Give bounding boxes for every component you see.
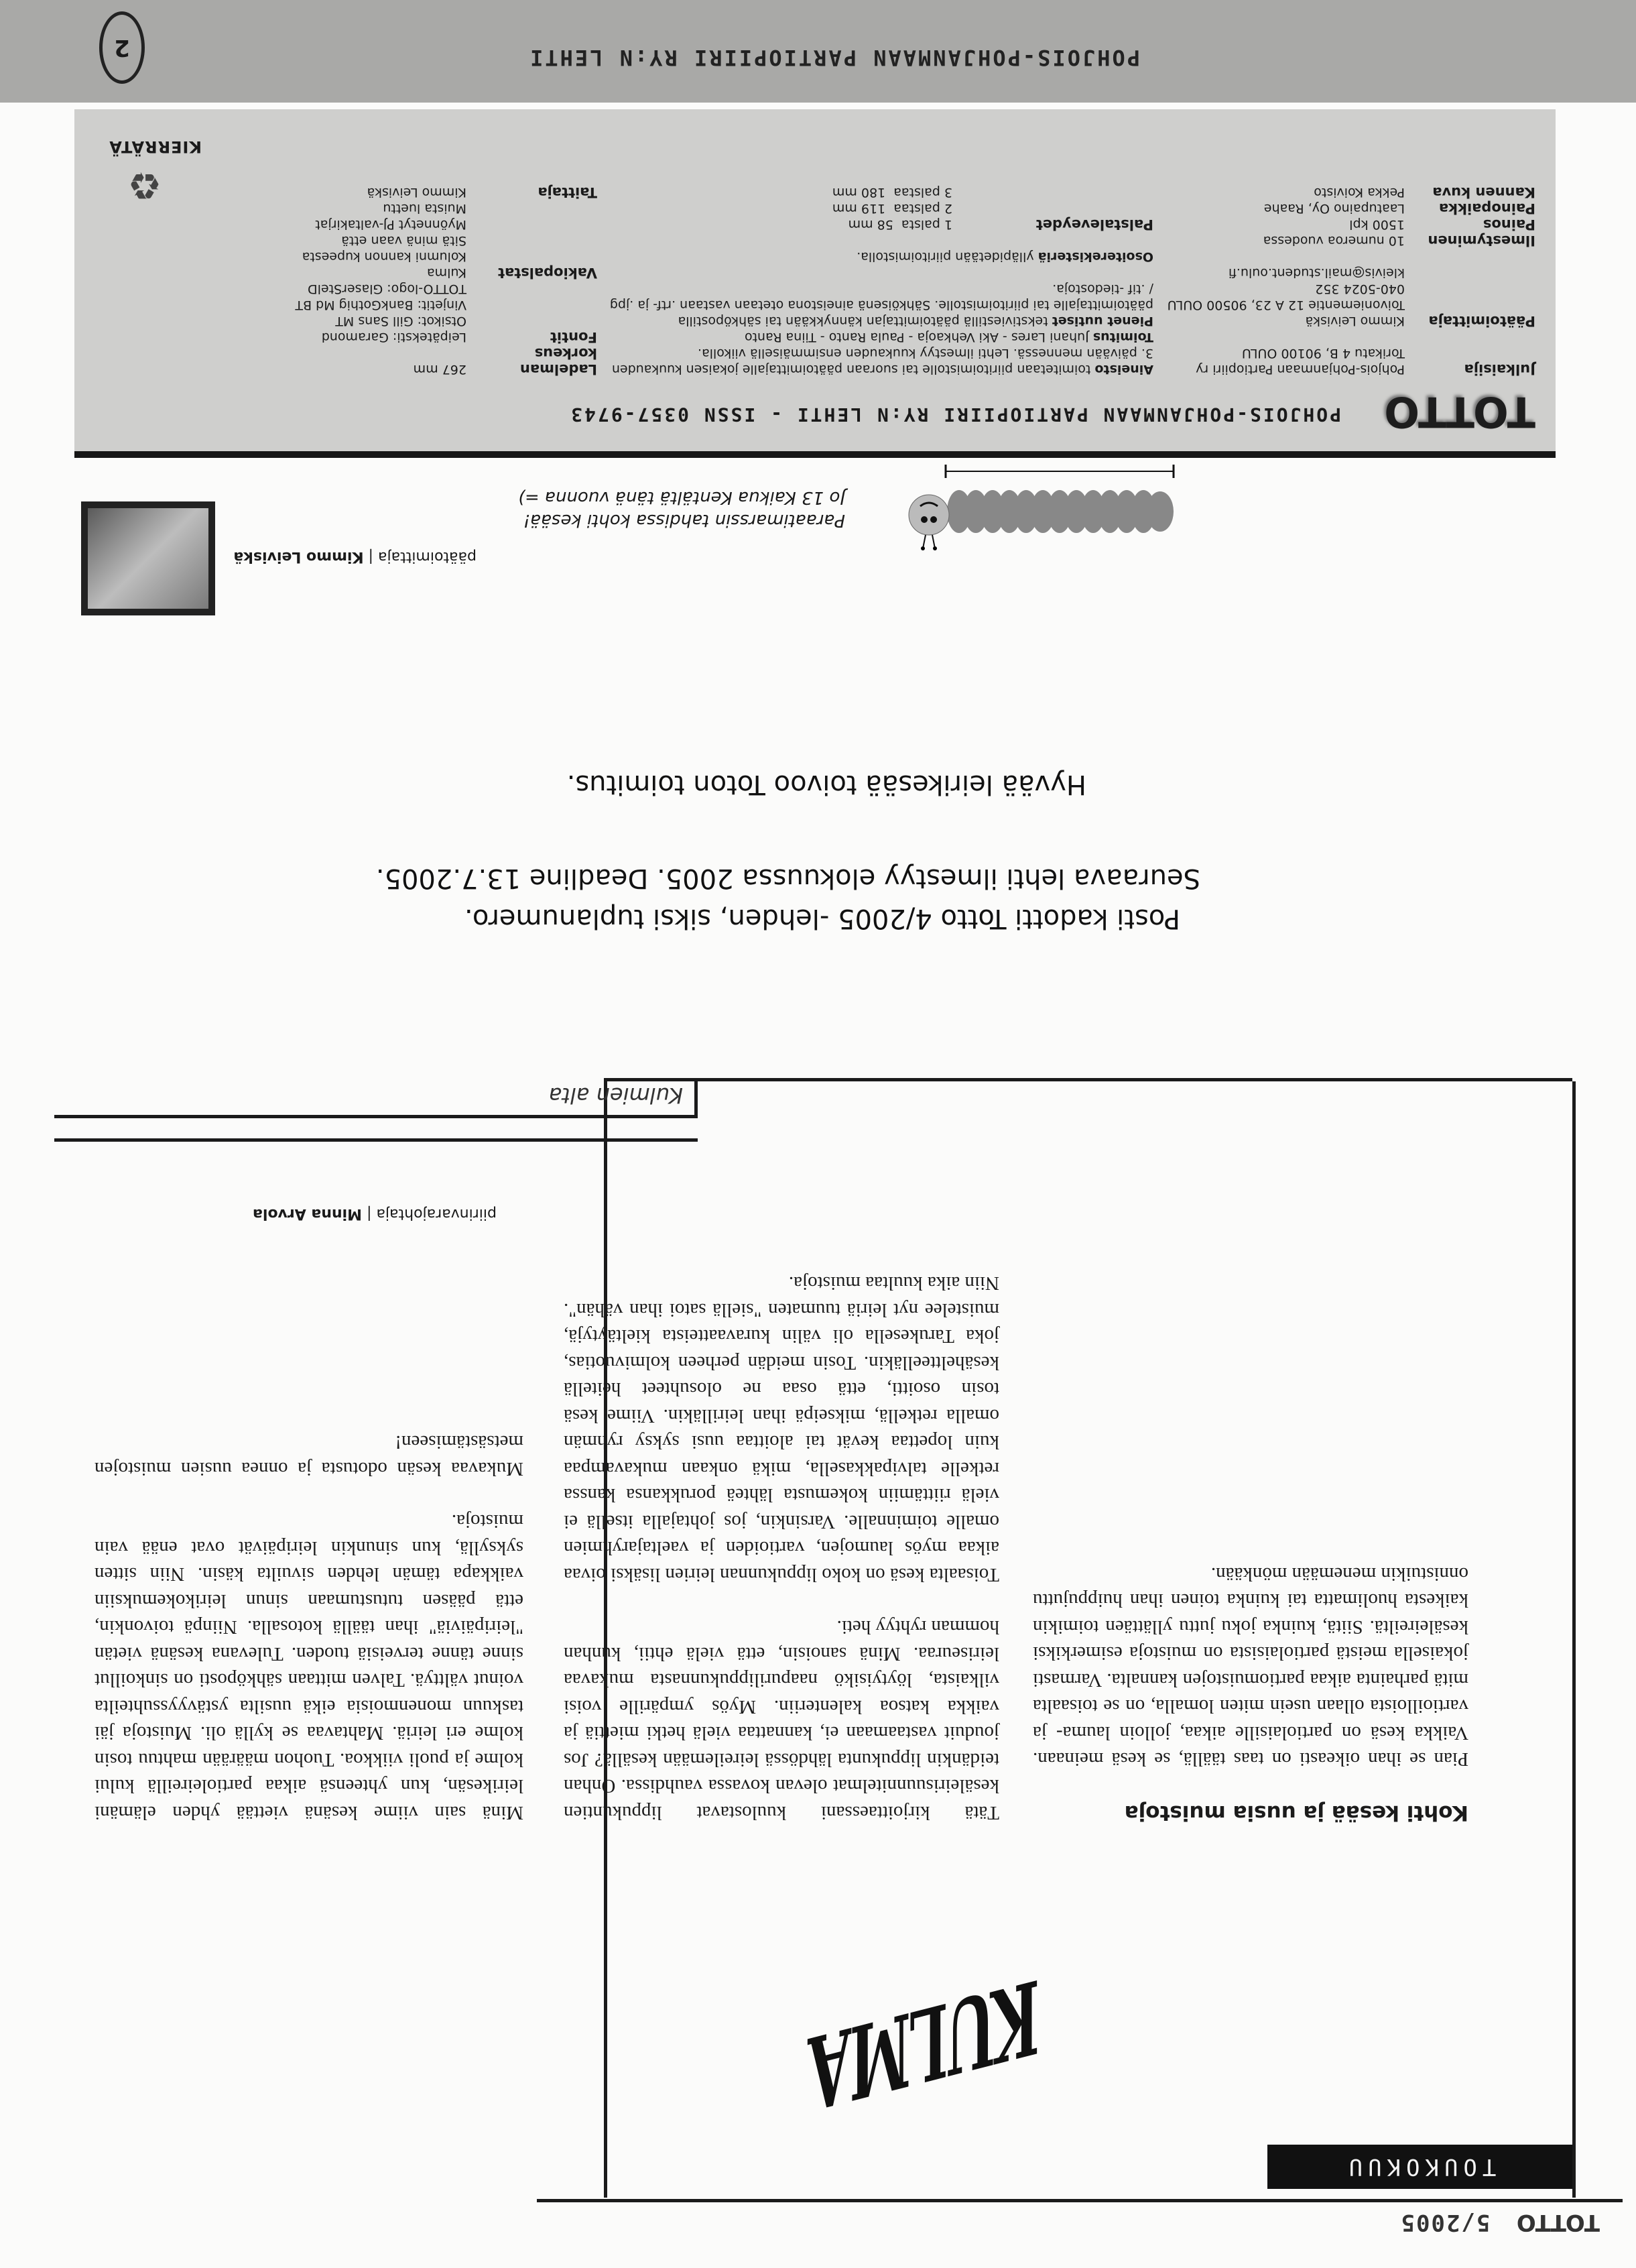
colophon-org-line: POHJOIS-POHJANMAAN PARTIOPIIRI RY:N LEHTI - ISSN 0357-9743 [569, 404, 1341, 426]
editor-signature: päätoimittaja | Kimmo Leiviskä [233, 548, 477, 565]
totto-logo: TOTTO [1517, 2209, 1600, 2236]
caterpillar-illustration [865, 465, 1187, 552]
issue-header [13, 2206, 1623, 2241]
colophon-submission: Aineisto toimitetaan piiritoimistolle tai suoraan päätoimittajalle jokaisen kuukauden 3. päivään mennessä. Lehti ilmestyy kuukauden ensimmäisellä viikolla. Toimitus Juhani Lares - Aki Vehkaoja - Paula Ranto - Tiina Ranto Pienet uutiset tekstiviestillä päätoimittajan kännykkään tai sähköpostilla päätoimittajalle tai piiritoimistolle. Sähköisenä aineistona otetaan vastaan .rtf- ja .jpg / .tif -tiedostoja. Osoiterekisteriä ylläpidetään piiritoimistolla. Palstaleveydet 1 palsta 58 mm 2 palstaa 119 mm 3 palstaa 180 mm [609, 185, 1153, 377]
caterpillar-caption: Paraatimarssin tahdissa kohti kesää! Jo 13 Kaikua Kentältä tänä vuonna =) [517, 487, 845, 530]
page-number: 2 [99, 11, 145, 84]
article-column-2 [564, 1244, 999, 1826]
article-column-3 [95, 1402, 523, 1826]
article-paragraph: Toisaalta kesä on koko lippukunnan leirien lisäksi oivaa aikaa myös laumojen, vartioiden ja vaeltajaryhmien omalle toiminnalle. Varsinkin, jos johtajalla itsellä ei vielä riittämiin kokemusta lähteä porukkansa kanssa retkelle talvipakkasella, mikä onkaan mukavampaa kuin lopettaa kevät tai aloittaa uusi syksy ryhmän omalla retkellä, mikseipä ihan leirilläkin. Viime kesä tosin osoitti, että osaa ne olosuhteet heitellä kesäheltteelläkin. Tosin meidän perheen kolmivuotias, joka Tarukesella oli välin kuravaatteista kieltäytyjä, muistelee nyt leiriä tuumaten "siellä satoi ihan vähän". Niin aika kuultaa muistoja. [564, 1272, 999, 1586]
issue-number: 5/2005 [1399, 2209, 1491, 2236]
recycle-label: KIERRÄTÄ [109, 137, 202, 156]
article-column-1 [1033, 1535, 1468, 1826]
editor-photo [81, 501, 215, 615]
footer-title: POHJOIS-POHJANMAAN PARTIOPIIRI RY:N LEHTI [528, 45, 1140, 70]
section-rule [54, 1138, 698, 1142]
page-footer [0, 0, 1636, 103]
totto-brand-logo: TOTTO [1385, 387, 1535, 436]
article-paragraph: Tätä kirjoittaessani kuulostavat lippukuntien kesäleirisuunnitelmat olevan kovassa vauhdissa. Onhan teidänkin lippukunta lähdössä leireilemään kesällä? Jos jouduit vastaamaan ei, kannattaa vielä hetki miettiä ja vaikka katsoa kalenteriin. Myös ympärille voisi vilkaista, löytyisikö naapurilippukunnasta mukavaa leiriseuraa. Minä sanoisin, että vielä ehtii, kunhan homman ryhtyy heti. [564, 1616, 999, 1824]
announcement-lost-issue: Posti kadotti Totto 4/2005 -lehden, siksi tuplanumero. [464, 903, 1180, 934]
colophon-box [74, 109, 1556, 458]
colophon-layout: Ladelman korkeus 267 mm Fontit Leipäteksti: Garamond Otsikot: Gill Sans MT Vinjetit: BankGothig Md BT TOTTO-logo: GlaserStelD Vakiopalstat Kulma Kolumni kannon kupeesta Sitä minä vaan että Myönnetyt PJ-valtakirjat Muista luettu Taittaja Kimmo Leiviskä [295, 184, 597, 377]
month-banner: TOUKOKUU [1267, 2145, 1572, 2189]
article-paragraph: Minä sain viime kesänä viettää yhden elämäni leirikesän, kun yhteensä aikaa partioleireillä kului kolme ja puoli viikkoa. Tuohon määrään mahtuu tosin kolme eri leiriä. Mahtavaa se kyllä oli. Muistoja jäi taskuun monenmoisia eikä uusilta ystävyyssuhteilta voinut välttyä. Talven mittaan sähköposti on sinkoillut sinne tänne terveisiä tuoden. Tulevana kesänä vietän "leiripäiviä" ihan täällä kotosalla. Niinpä toivonkin, että pääsen tutustumaan sinun leirikokemuksiin vaikkapa tämän lehden sivuilta käsin. Niin sitten syksyllä, kun sinunkin leiripäivät ovat enää vain muistoja. [95, 1510, 523, 1824]
editor-email: kleivis@mail.student.oulu.fi [1228, 265, 1405, 280]
article-title: Kohti kesää ja uusia muistoja [1124, 1801, 1468, 1825]
recycle-icon: ♻ [127, 163, 162, 206]
header-rule [537, 2199, 1623, 2202]
announcement-greeting: Hyvää leirikesää toivoo Toton toimitus. [566, 769, 1086, 800]
article-paragraph: Mukavaa kesän odotusta ja onnea uusien muistojen metsästämiseen! [95, 1431, 523, 1480]
colophon-publisher: Julkaisija Pohjois-Pohjanmaan Partiopiiri ry Torikatu 4 B, 90100 OULU Päätoimittaja Kimmo Leiviskä Toivoniementie 12 A 23, 90500 OULU 040-5024 352 kleivis@mail.student.oulu.fi Ilmestyminen 10 numeroa vuodessa Painos 1500 kpl Painopaikka Laatupaino Oy, Raahe Kannen kuva Pekka Koivisto [1167, 184, 1535, 377]
article-signature: piirinvarajohtaja | Minna Arvola [253, 1205, 497, 1222]
kulma-column-logo: KULMA [809, 1956, 1040, 2133]
announcement-next-issue: Seuraava lehti ilmestyy elokuussa 2005. Deadline 13.7.2005. [375, 863, 1200, 894]
article-paragraph: Pian se ihan oikeasti on taas täällä, se kesä meinaan. Vaikka kesä on partiolaisille aikaa, jolloin lauma- ja vartioilloista ollaan usein miten lomalla, on se toisaalta mitä parhainta aikaa partiomuistojen kannalta. Varmasti jokaisella meistä partiolaisista on muistoja esimerkiksi kesäleireiltä. Siitä, kuinka joku juttu yllättäen toimikin kaikesta huolimatta tai kuinka toinen ihan huippujuttu onnistuikin menemään mönkään. [1033, 1563, 1468, 1771]
section-label: Kulmien alta [54, 1075, 698, 1118]
